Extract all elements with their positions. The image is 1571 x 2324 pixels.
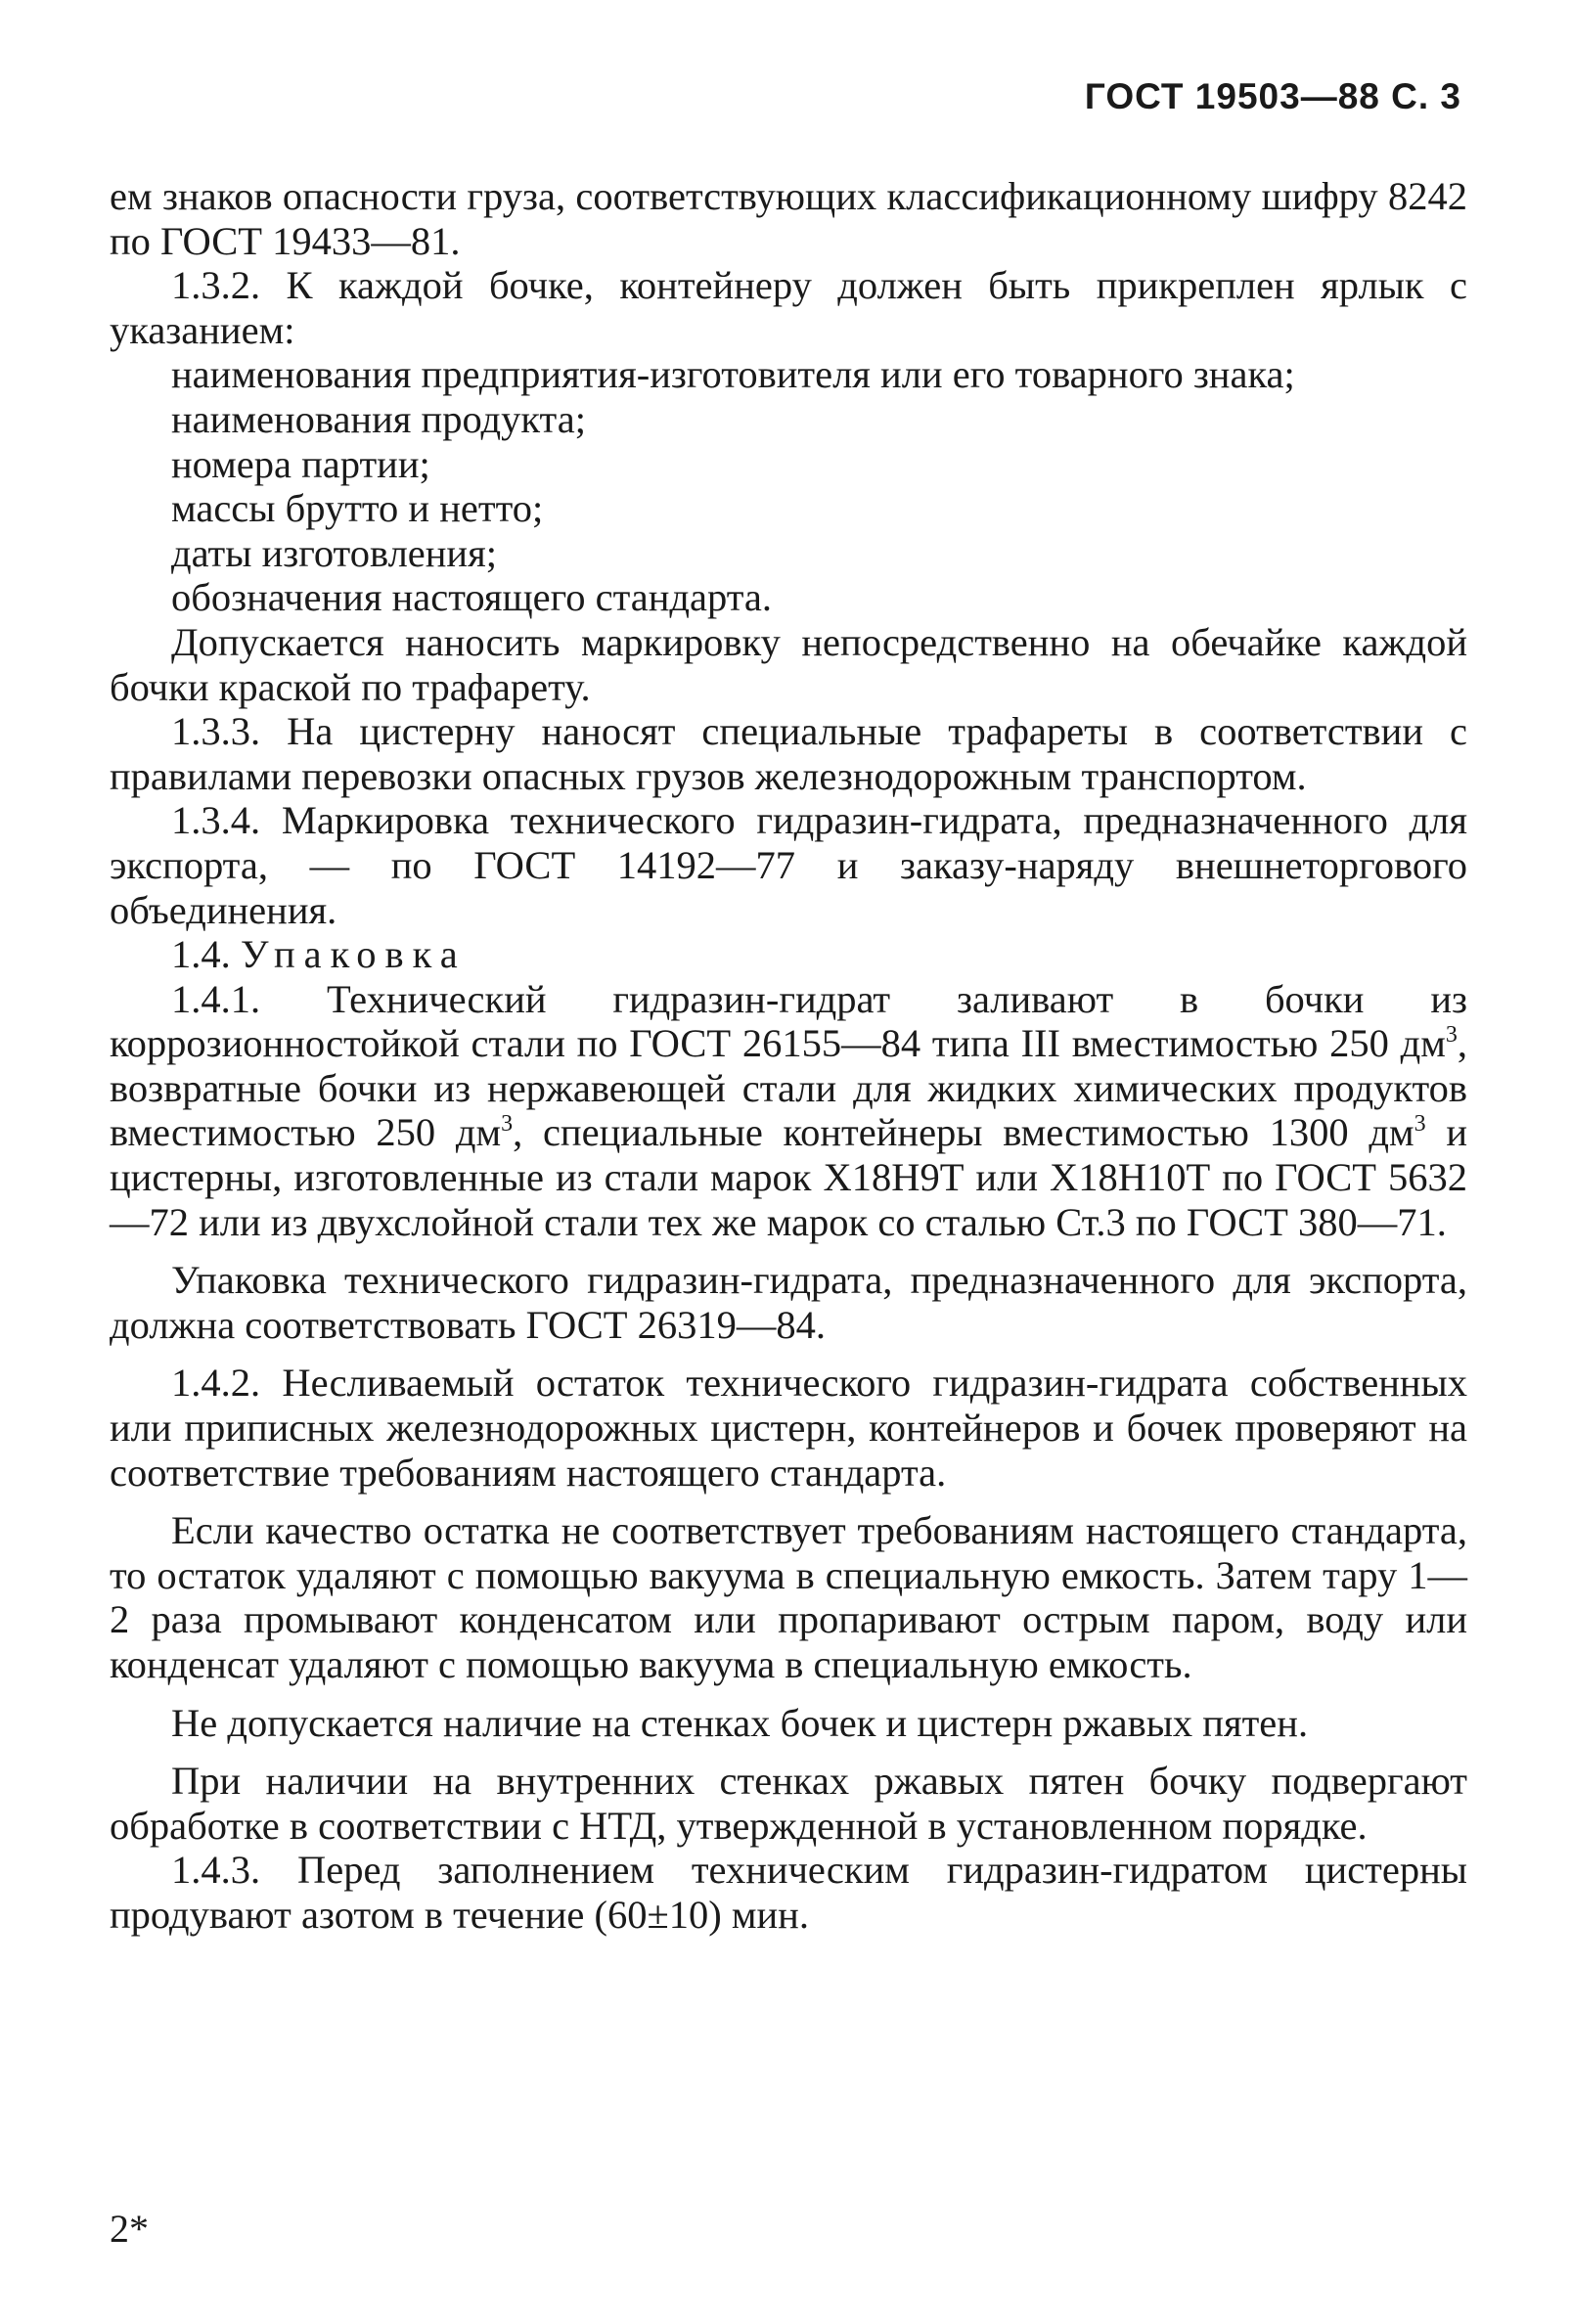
clause-1-3-2: 1.3.2. К каждой бочке, контейнеру должен быть прикреплен ярлык с указанием: xyxy=(110,263,1467,352)
clause-1-3-3: 1.3.3. На цистерну наносят специальные трафареты в соответствии с правилами перевозки опасных грузов железнодорожным транспортом. xyxy=(110,709,1467,798)
label-requirements-list xyxy=(110,352,1467,620)
paragraph-residue-removal: Если качество остатка не соответствует требованиям настоящего стандарта, то остаток удаляют с помощью вакуума в специальную емкость. Затем тару 1—2 раза промывают конденсатом или пропаривают острым паром, воду или конденсат удаляют с помощью вакуума в специальную емкость. xyxy=(110,1508,1467,1686)
list-item: наименования продукта; xyxy=(171,396,586,441)
clause-1-4-1-part-b: , возвратные бочки из нержавеющей стали для жидких химических продуктов вместимостью 250 дм xyxy=(110,1021,1467,1155)
clause-1-3-4: 1.3.4. Маркировка технического гидразин-гидрата, предназначенного для экспорта, — по ГОСТ 14192—77 и заказу-наряду внешнеторгового объединения. xyxy=(110,798,1467,932)
paragraph-rust-prohibition: Не допускается наличие на стенках бочек и цистерн ржавых пятен. xyxy=(171,1700,1309,1745)
paragraph-stencil-marking: Допускается наносить маркировку непосредственно на обечайке каждой бочки краской по трафарету. xyxy=(110,619,1467,709)
clause-1-4-2: 1.4.2. Несливаемый остаток технического гидразин-гидрата собственных или приписных железнодорожных цистерн, контейнеров и бочек проверяют на соответствие требованиям настоящего стандарта. xyxy=(110,1361,1467,1495)
unit-exponent: 3 xyxy=(501,1111,514,1138)
list-item: массы брутто и нетто; xyxy=(171,486,544,531)
paragraph-continuation: ем знаков опасности груза, соответствующих классификационному шифру 8242 по ГОСТ 19433—81. xyxy=(110,174,1467,263)
unit-exponent: 3 xyxy=(1414,1111,1426,1138)
section-heading xyxy=(110,932,1467,977)
paragraph-rust-treatment: При наличии на внутренних стенках ржавых пятен бочку подвергают обработке в соответствии с НТД, утвержденной в установленном порядке. xyxy=(110,1759,1467,1848)
list-item: наименования предприятия-изготовителя или его товарного знака; xyxy=(171,352,1295,397)
document-body xyxy=(110,174,1467,1938)
clause-1-4-1-part-c: , специальные контейнеры вместимостью 1300 дм xyxy=(513,1110,1414,1155)
clause-1-4-1 xyxy=(110,977,1467,1245)
section-number: 1.4. xyxy=(171,932,231,977)
clause-1-4-3: 1.4.3. Перед заполнением техническим гидразин-гидратом цистерны продувают азотом в течение (60±10) мин. xyxy=(110,1848,1467,1937)
list-item: обозначения настоящего стандарта. xyxy=(171,575,773,620)
section-title: Упаковка xyxy=(240,932,467,977)
clause-1-4-1-part-a: 1.4.1. Технический гидразин-гидрат заливают в бочки из коррозионностойкой стали по ГОСТ 26155—84 типа III вместимостью 250 дм xyxy=(110,976,1467,1066)
running-header: ГОСТ 19503—88 С. 3 xyxy=(1084,76,1461,116)
unit-exponent: 3 xyxy=(1445,1022,1458,1049)
page-signature-mark: 2* xyxy=(110,2207,149,2251)
paragraph-export-packaging: Упаковка технического гидразин-гидрата, предназначенного для экспорта, должна соответствовать ГОСТ 26319—84. xyxy=(110,1258,1467,1347)
clause-1-4-1-part-d: и цистерны, изготовленные из стали марок Х18Н9Т или Х18Н10Т по ГОСТ 5632—72 или из двухслойной стали тех же марок со сталью Ст.3 по ГОСТ 380—71. xyxy=(110,1110,1467,1244)
list-item: даты изготовления; xyxy=(171,530,497,575)
list-item: номера партии; xyxy=(171,441,430,486)
